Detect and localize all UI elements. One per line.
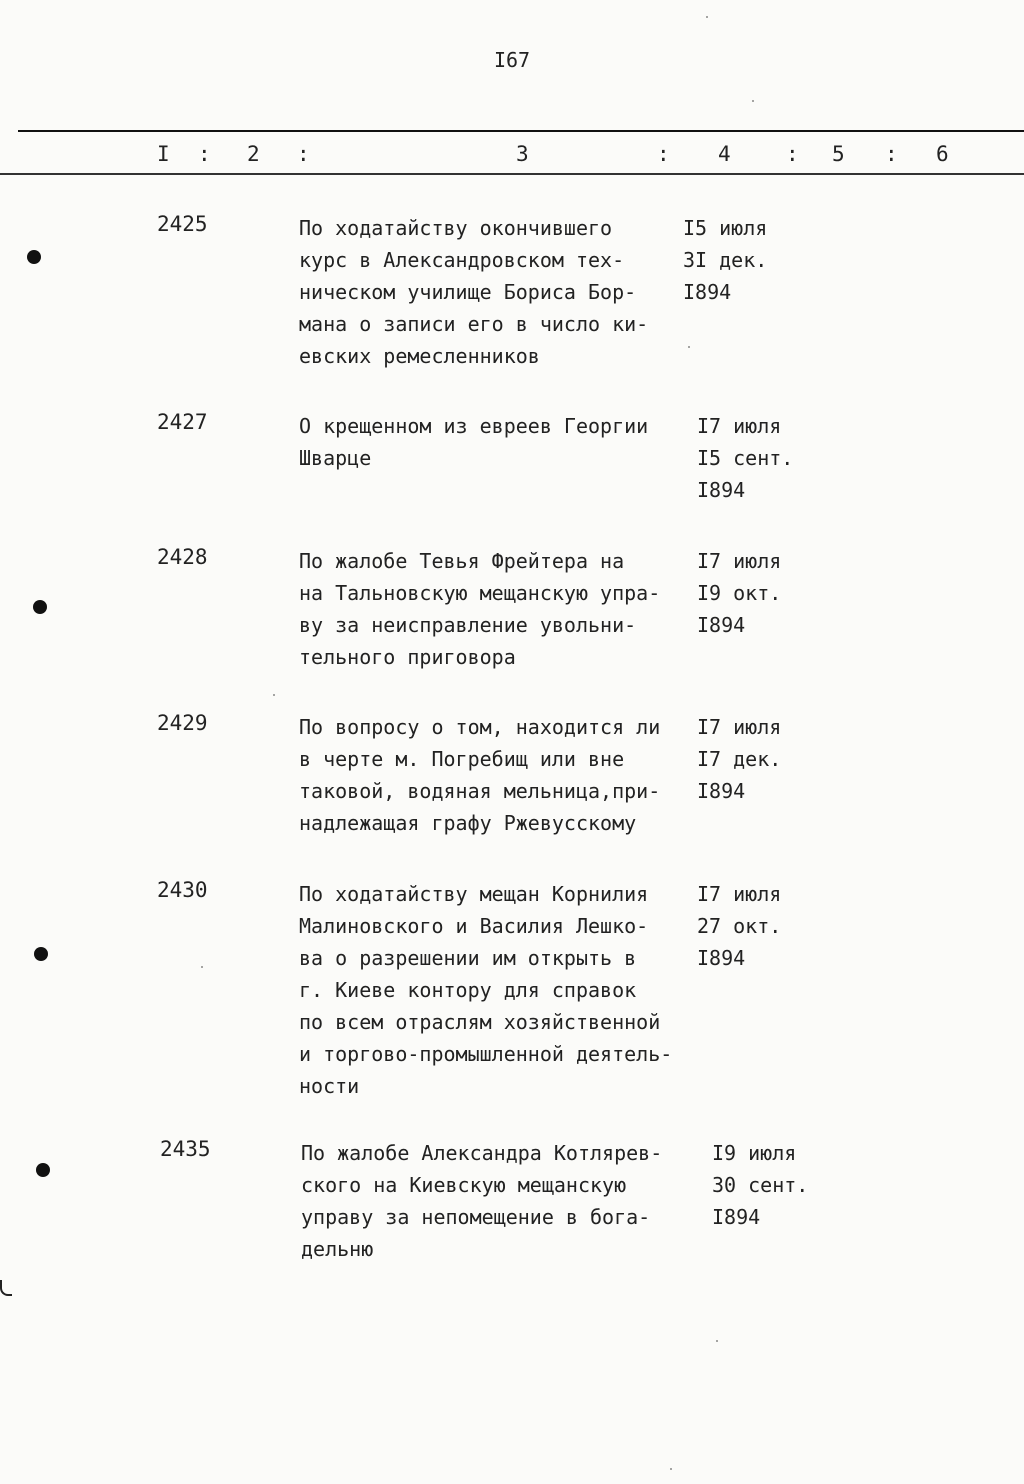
description-line: дельню [301, 1237, 374, 1261]
header-col-6: 6 [936, 142, 949, 166]
entry-description [299, 410, 709, 474]
header-col-5: 5 [832, 142, 845, 166]
entry-number: 2425 [157, 212, 208, 236]
description-line: По ходатайству мещан Корнилия [299, 882, 649, 906]
date-start: I9 июля [712, 1141, 797, 1165]
description-line: По жалобе Александра Котлярев- [301, 1141, 663, 1165]
entry-dates [697, 545, 781, 641]
header-sep-2: : [297, 142, 310, 166]
punch-hole [27, 250, 41, 264]
page-number: I67 [493, 48, 531, 72]
header-rule [0, 173, 1024, 175]
entry-description [299, 212, 709, 372]
entry-description [301, 1137, 711, 1265]
description-line: и торгово-промышленной деятель- [299, 1042, 673, 1066]
date-year: I894 [712, 1205, 761, 1229]
description-line: О крещенном из евреев Георгии [299, 414, 649, 438]
scan-speck [716, 1340, 718, 1342]
header-sep-3: : [657, 142, 670, 166]
header-sep-4: : [786, 142, 799, 166]
scan-speck [273, 694, 275, 696]
description-line: евских ремесленников [299, 344, 540, 368]
date-start: I7 июля [697, 414, 782, 438]
header-sep-5: : [885, 142, 898, 166]
scan-speck [706, 16, 708, 18]
description-line: ву за неисправление увольни- [299, 613, 637, 637]
description-line: По вопросу о том, находится ли [299, 715, 661, 739]
description-line: управу за непомещение в бога- [301, 1205, 651, 1229]
punch-hole [36, 1163, 50, 1177]
date-start: I7 июля [697, 549, 782, 573]
header-col-3: 3 [516, 142, 529, 166]
date-end: I5 сент. [697, 446, 794, 470]
date-year: I894 [697, 779, 746, 803]
date-start: I7 июля [697, 715, 782, 739]
scan-speck [201, 966, 203, 968]
date-end: I7 дек. [697, 747, 782, 771]
description-line: таковой, водяная мельница,при- [299, 779, 661, 803]
description-line: Шварце [299, 446, 372, 470]
date-end: I9 окт. [697, 581, 782, 605]
scan-speck [688, 346, 690, 348]
description-line: По жалобе Тевья Фрейтера на [299, 549, 625, 573]
page-edge-mark [0, 1280, 12, 1296]
entry-number: 2428 [157, 545, 208, 569]
description-line: мана о записи его в число ки- [299, 312, 649, 336]
entry-number: 2430 [157, 878, 208, 902]
scan-speck [670, 1468, 672, 1470]
date-start: I7 июля [697, 882, 782, 906]
date-year: I894 [697, 478, 746, 502]
header-col-4: 4 [718, 142, 731, 166]
header-sep-1: : [198, 142, 211, 166]
description-line: на Тальновскую мещанскую упра- [299, 581, 661, 605]
date-end: 30 сент. [712, 1173, 809, 1197]
entry-dates [697, 711, 781, 807]
description-line: по всем отраслям хозяйственной [299, 1010, 661, 1034]
entry-dates [712, 1137, 808, 1233]
description-line: По ходатайству окончившего [299, 216, 613, 240]
entry-number: 2429 [157, 711, 208, 735]
description-line: ническом училище Бориса Бор- [299, 280, 637, 304]
scan-speck [752, 100, 754, 102]
date-end: 27 окт. [697, 914, 782, 938]
description-line: Малиновского и Василия Лешко- [299, 914, 649, 938]
entry-description [299, 711, 709, 839]
description-line: г. Киеве контору для справок [299, 978, 637, 1002]
entry-number: 2435 [160, 1137, 211, 1161]
description-line: тельного приговора [299, 645, 516, 669]
description-line: курс в Александровском тех- [299, 248, 625, 272]
entry-number: 2427 [157, 410, 208, 434]
date-year: I894 [697, 613, 746, 637]
punch-hole [33, 600, 47, 614]
date-year: I894 [683, 280, 732, 304]
header-col-1: I [157, 142, 170, 166]
entry-dates [697, 878, 781, 974]
description-line: ности [299, 1074, 360, 1098]
description-line: ва о разрешении им открыть в [299, 946, 637, 970]
description-line: надлежащая графу Ржевусскому [299, 811, 637, 835]
date-year: I894 [697, 946, 746, 970]
entry-description [299, 545, 709, 673]
punch-hole [34, 947, 48, 961]
description-line: ского на Киевскую мещанскую [301, 1173, 627, 1197]
top-rule [18, 130, 1024, 132]
description-line: в черте м. Погребищ или вне [299, 747, 625, 771]
date-start: I5 июля [683, 216, 768, 240]
entry-description [299, 878, 709, 1102]
entry-dates [697, 410, 793, 506]
date-end: 3I дек. [683, 248, 768, 272]
header-col-2: 2 [247, 142, 260, 166]
entry-dates [683, 212, 767, 308]
